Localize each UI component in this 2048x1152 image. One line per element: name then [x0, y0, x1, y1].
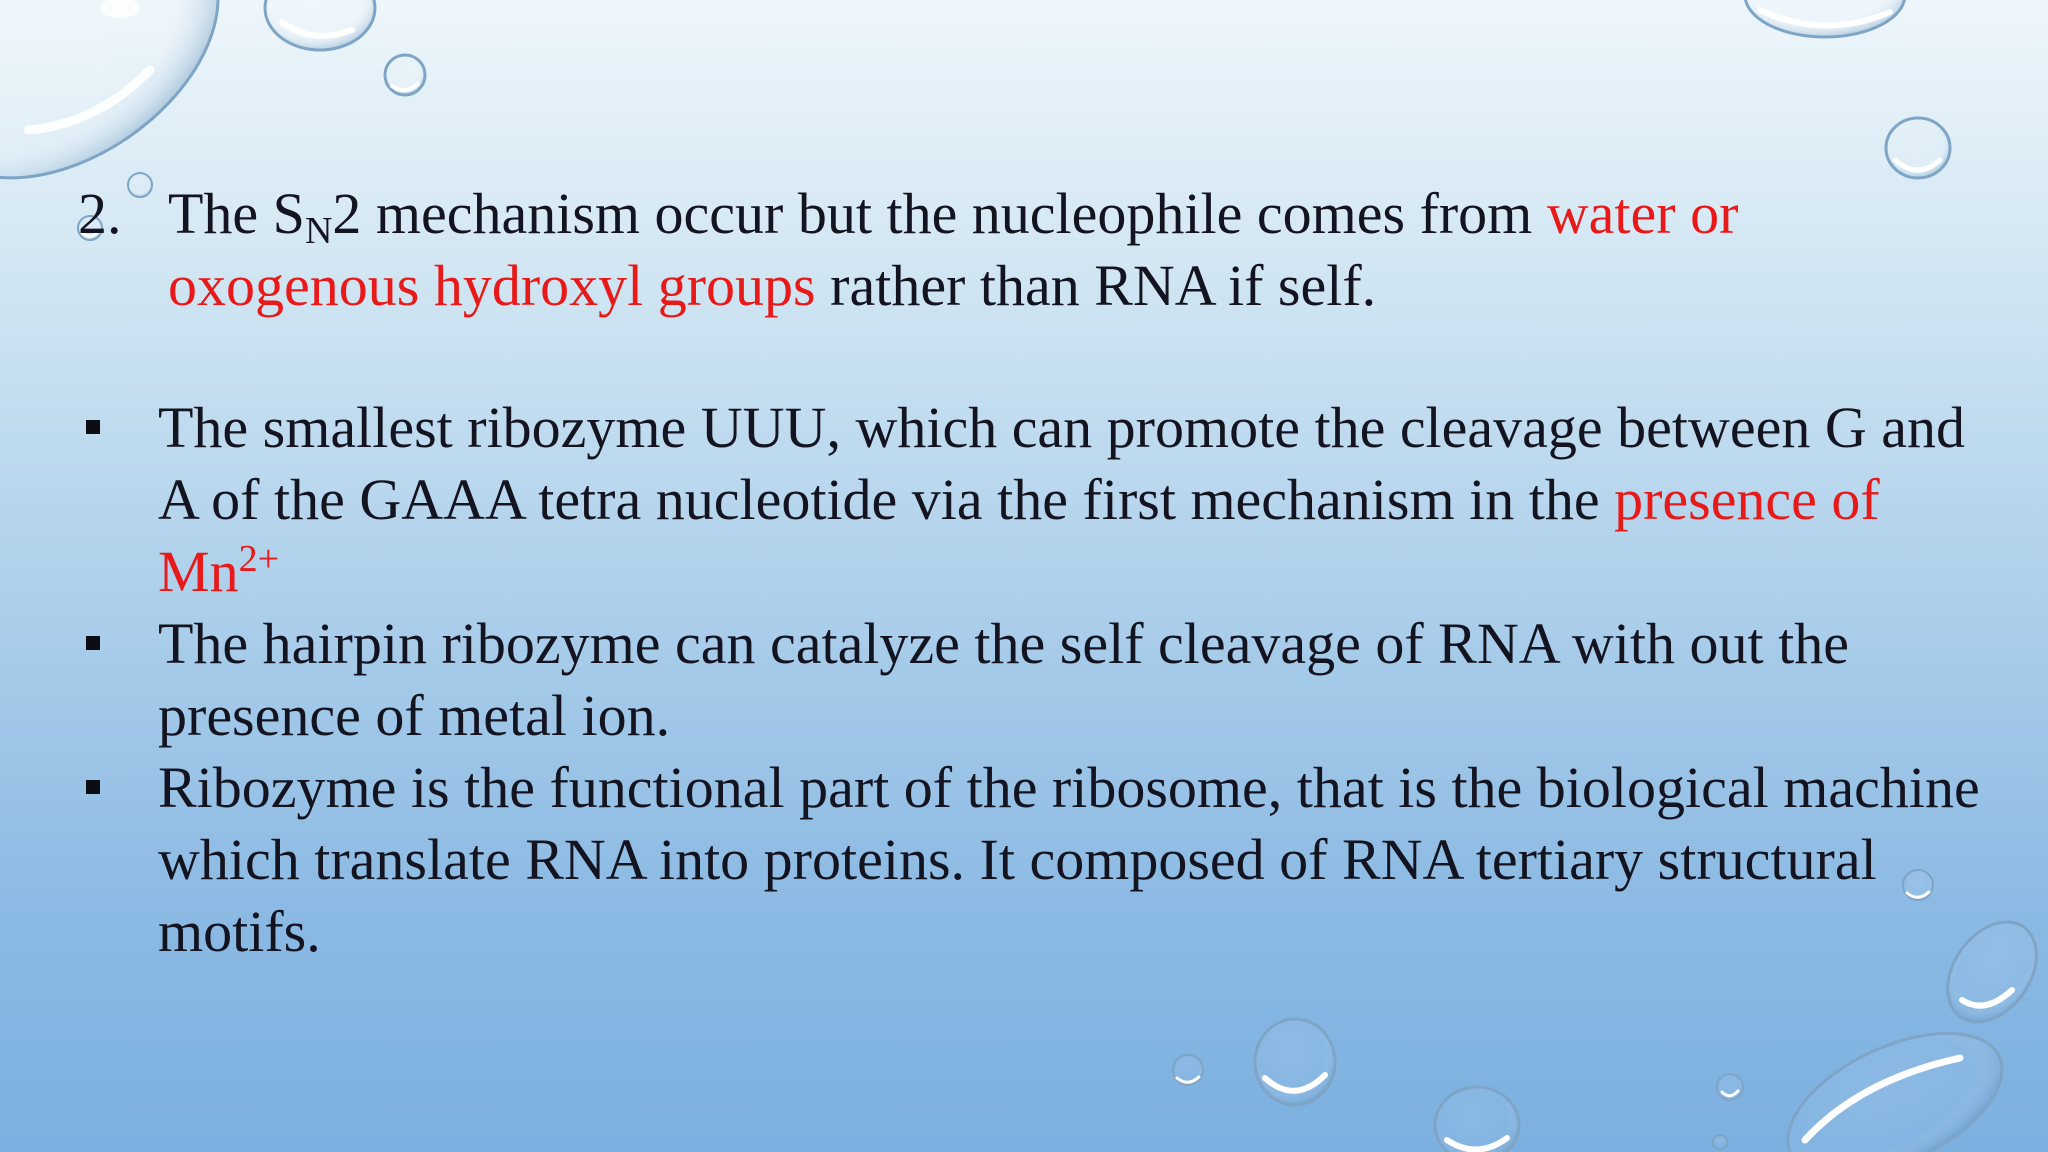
highlighted-text: presence of Mn: [158, 467, 1880, 604]
bullet-item: [82, 608, 1982, 752]
square-bullet-icon: [86, 636, 100, 650]
subscript: N: [304, 210, 333, 252]
text-segment: rather than RNA if self.: [815, 253, 1377, 318]
bullet-list: [82, 392, 1982, 968]
paragraph-number: 2.: [78, 181, 122, 246]
superscript: 2+: [238, 538, 280, 580]
bullet-text: The hairpin ribozyme can catalyze the self cleavage of RNA with out the presence of metal ion.: [158, 611, 1850, 748]
text-segment: 2 mechanism occur but the nucleophile comes from: [332, 181, 1547, 246]
text-segment: The S: [168, 181, 305, 246]
bullet-item: [82, 752, 1982, 968]
square-bullet-icon: [86, 420, 100, 434]
numbered-paragraph: [78, 178, 1978, 322]
bullet-text: The smallest ribozyme UUU, which can promote the cleavage between G and A of the GAAA tetra nucleotide via the first mechanism in the: [158, 395, 1966, 532]
square-bullet-icon: [86, 780, 100, 794]
paragraph-text: [168, 178, 1978, 322]
highlighted-text: water or oxogenous hydroxyl groups: [168, 181, 1739, 318]
bullet-text: Ribozyme is the functional part of the ribosome, that is the biological machine which translate RNA into proteins. It composed of RNA tertiary structural motifs.: [158, 755, 1980, 964]
bullet-item: [82, 392, 1982, 608]
